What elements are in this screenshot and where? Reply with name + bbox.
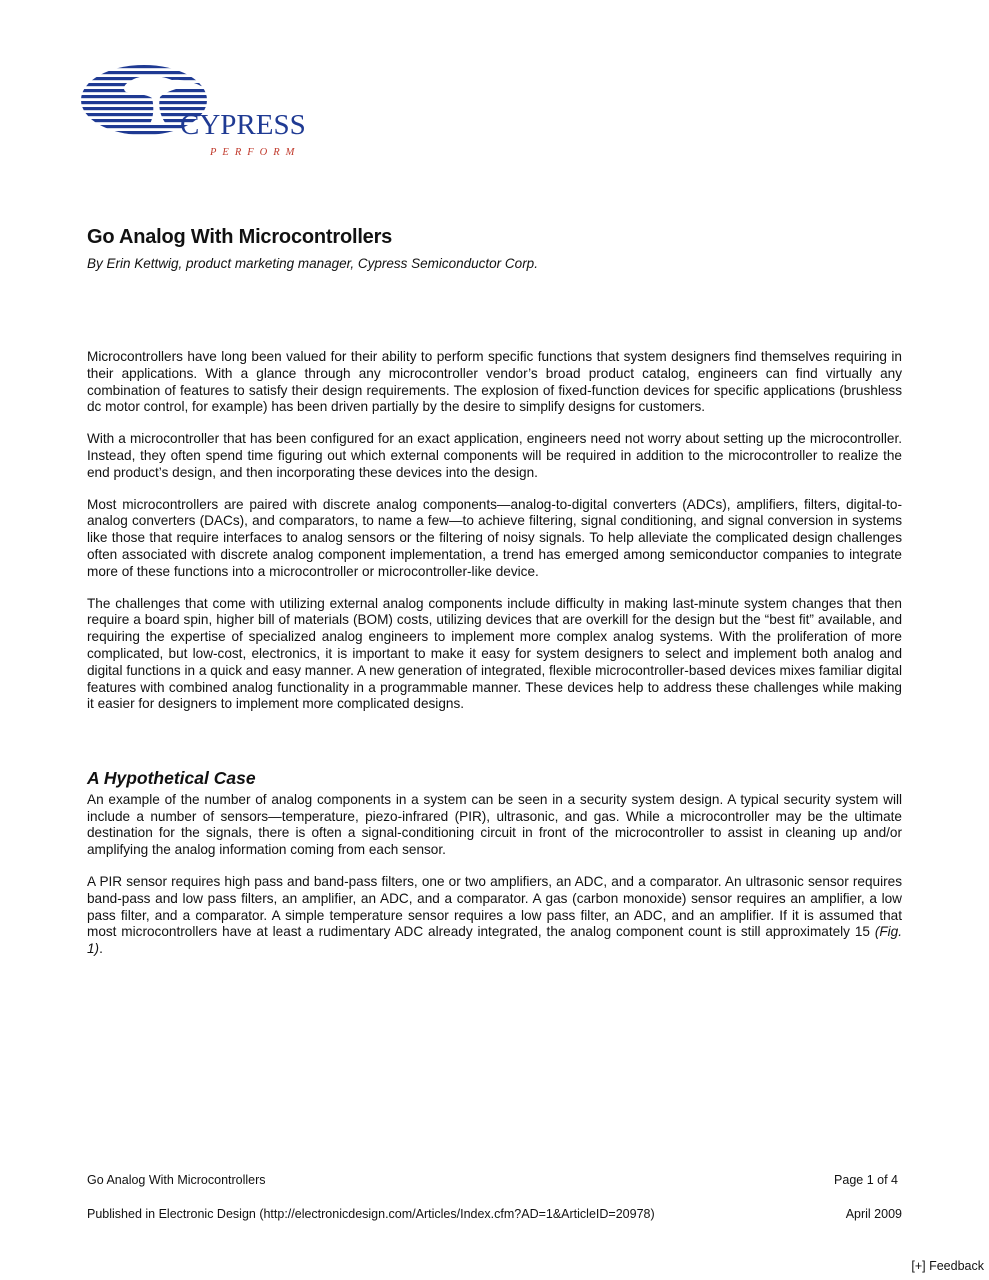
paragraph	[87, 874, 902, 958]
paragraph: Most microcontrollers are paired with discrete analog components—analog-to-digital converters (ADCs), amplifiers, filters, digital-to-analog converters (DACs), and comparators, to name a few—to achieve filtering, signal conditioning, and signal conversion in systems like those that require interfaces to analog sensors or the filtering of noisy signals. To help alleviate the complicated design challenges often associated with discrete analog component implementation, a trend has emerged among semiconductor companies to integrate more of these functions into a microcontroller or microcontroller-like device.	[87, 496, 902, 579]
article-title: Go Analog With Microcontrollers	[87, 226, 393, 248]
paragraph-end: .	[99, 941, 103, 957]
footer-doc-title: Go Analog With Microcontrollers	[87, 1173, 266, 1187]
footer-page-number: Page 1 of 4	[834, 1173, 898, 1187]
footer-date: April 2009	[845, 1207, 902, 1221]
paragraph: With a microcontroller that has been configured for an exact application, engineers need not worry about setting up the microcontroller. Instead, they often spend time figuring out which external components will be required in addition to the microcontroller to realize the end product’s design, and then incorporating these devices into the design.	[87, 431, 902, 480]
cypress-tagline: PERFORM	[210, 147, 301, 158]
paragraph: Microcontrollers have long been valued for their ability to perform specific functions that system designers find themselves requiring in their applications. With a glance through any microcontroller vendor’s broad product catalog, engineers can find virtually any combination of features to satisfy their design requirements. The explosion of fixed-function devices for specific applications (brushless dc motor control, for example) has been driven partially by the desire to simplify designs for customers.	[87, 349, 902, 415]
footer-publication-info: Published in Electronic Design (http://electronicdesign.com/Articles/Index.cfm?AD=1&ArticleID=20978)	[87, 1207, 655, 1221]
cypress-wordmark: CYPRESS	[180, 109, 306, 141]
feedback-link[interactable]: [+] Feedback	[911, 1259, 984, 1273]
paragraph: The challenges that come with utilizing external analog components include difficulty in making last-minute system changes that then require a board spin, higher bill of materials (BOM) costs, utilizing devices that are overkill for the design but the “best fit” available, and requiring the expertise of specialized analog engineers to implement more complex analog systems. With the proliferation of more complicated, but low-cost, electronics, it is important to make it easy for system designers to select and implement both analog and digital functions in a quick and easy manner. A new generation of integrated, flexible microcontroller-based devices mixes familiar digital features with combined analog functionality in a programmable manner. These devices help to address these challenges while making it easier for designers to implement more complicated designs.	[87, 595, 902, 712]
article-byline: By Erin Kettwig, product marketing manager, Cypress Semiconductor Corp.	[87, 256, 538, 271]
paragraph: An example of the number of analog components in a system can be seen in a security system design. A typical security system will include a number of sensors—temperature, piezo-infrared (PIR), ultrasonic, and gas. While a microcontroller may be the ultimate destination for the signals, there is often a signal-conditioning circuit in front of the microcontroller to assist in cleaning up and/or amplifying the analog information coming from each sensor.	[87, 791, 902, 858]
paragraph-text: A PIR sensor requires high pass and band-pass filters, one or two amplifiers, an ADC, and a comparator. An ultrasonic sensor requires band-pass and low pass filters, an amplifier, an ADC, and a comparator. A gas (carbon monoxide) sensor requires an amplifier, a low pass filter, and a comparator. A simple temperature sensor requires a low pass filter, an ADC, and an amplifier. If it is assumed that most microcontrollers have at least a rudimentary ADC already integrated, the analog component count is still approximately 15	[87, 873, 902, 940]
figure-reference: (Fig. 1)	[87, 924, 902, 957]
cypress-logo	[80, 62, 316, 162]
cypress-logo-graphic	[80, 62, 316, 162]
article-intro	[87, 349, 902, 728]
section-heading: A Hypothetical Case	[87, 768, 256, 788]
section-hypothetical-case	[87, 770, 902, 973]
